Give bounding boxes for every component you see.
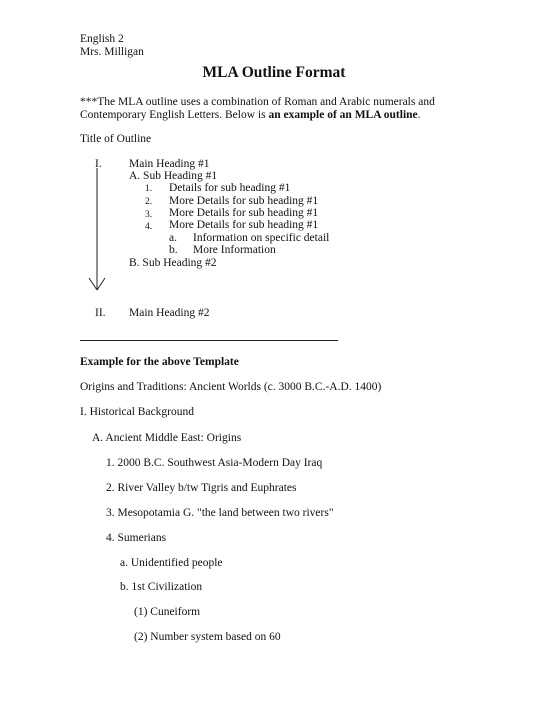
detail-text: More Details for sub heading #1 <box>169 219 319 231</box>
letter-number: b. <box>169 244 178 256</box>
course-name: English 2 <box>80 33 124 45</box>
section-divider <box>80 340 338 341</box>
example-heading: Example for the above Template <box>80 356 239 368</box>
detail-text: Details for sub heading #1 <box>169 182 291 194</box>
letter-text: More Information <box>193 244 276 256</box>
intro-line-2-period: . <box>417 109 421 121</box>
example-line: 2. River Valley b/tw Tigris and Euphrates <box>106 482 297 494</box>
intro-line-2 <box>80 108 421 122</box>
down-arrow-icon <box>87 168 107 293</box>
sub-heading-b: B. Sub Heading #2 <box>129 257 217 269</box>
detail-number: 3. <box>145 210 153 220</box>
example-line: A. Ancient Middle East: Origins <box>92 432 242 444</box>
example-line: (1) Cuneiform <box>134 606 201 618</box>
letter-text: Information on specific detail <box>193 232 330 244</box>
example-line: I. Historical Background <box>80 406 195 418</box>
example-line: 4. Sumerians <box>106 532 167 544</box>
template-title: Title of Outline <box>80 133 152 145</box>
sub-heading-a: A. Sub Heading #1 <box>129 170 218 182</box>
main-heading-1-number: I. <box>95 158 102 170</box>
detail-number: 4. <box>145 222 153 232</box>
intro-line-2-text: Contemporary English Letters. Below is <box>80 109 269 121</box>
teacher-name: Mrs. Milligan <box>80 46 144 58</box>
letter-number: a. <box>169 232 177 244</box>
intro-line-1: ***The MLA outline uses a combination of Roman and Arabic numerals and <box>80 96 435 108</box>
example-line: 3. Mesopotamia G. "the land between two rivers" <box>106 507 334 519</box>
example-line: b. 1st Civilization <box>120 581 203 593</box>
example-line: 1. 2000 B.C. Southwest Asia-Modern Day Iraq <box>106 457 323 469</box>
detail-number: 2. <box>145 197 153 207</box>
page-title: MLA Outline Format <box>202 64 346 81</box>
example-line: a. Unidentified people <box>120 557 223 569</box>
detail-text: More Details for sub heading #1 <box>169 195 319 207</box>
detail-number: 1. <box>145 184 153 194</box>
example-line: (2) Number system based on 60 <box>134 631 281 643</box>
main-heading-2-number: II. <box>95 307 106 319</box>
example-title: Origins and Traditions: Ancient Worlds (c. 3000 B.C.-A.D. 1400) <box>80 381 382 393</box>
intro-line-2-emphasis: an example of an MLA outline <box>268 109 418 121</box>
detail-text: More Details for sub heading #1 <box>169 207 319 219</box>
main-heading-2-label: Main Heading #2 <box>129 307 210 319</box>
main-heading-1-label: Main Heading #1 <box>129 158 210 170</box>
